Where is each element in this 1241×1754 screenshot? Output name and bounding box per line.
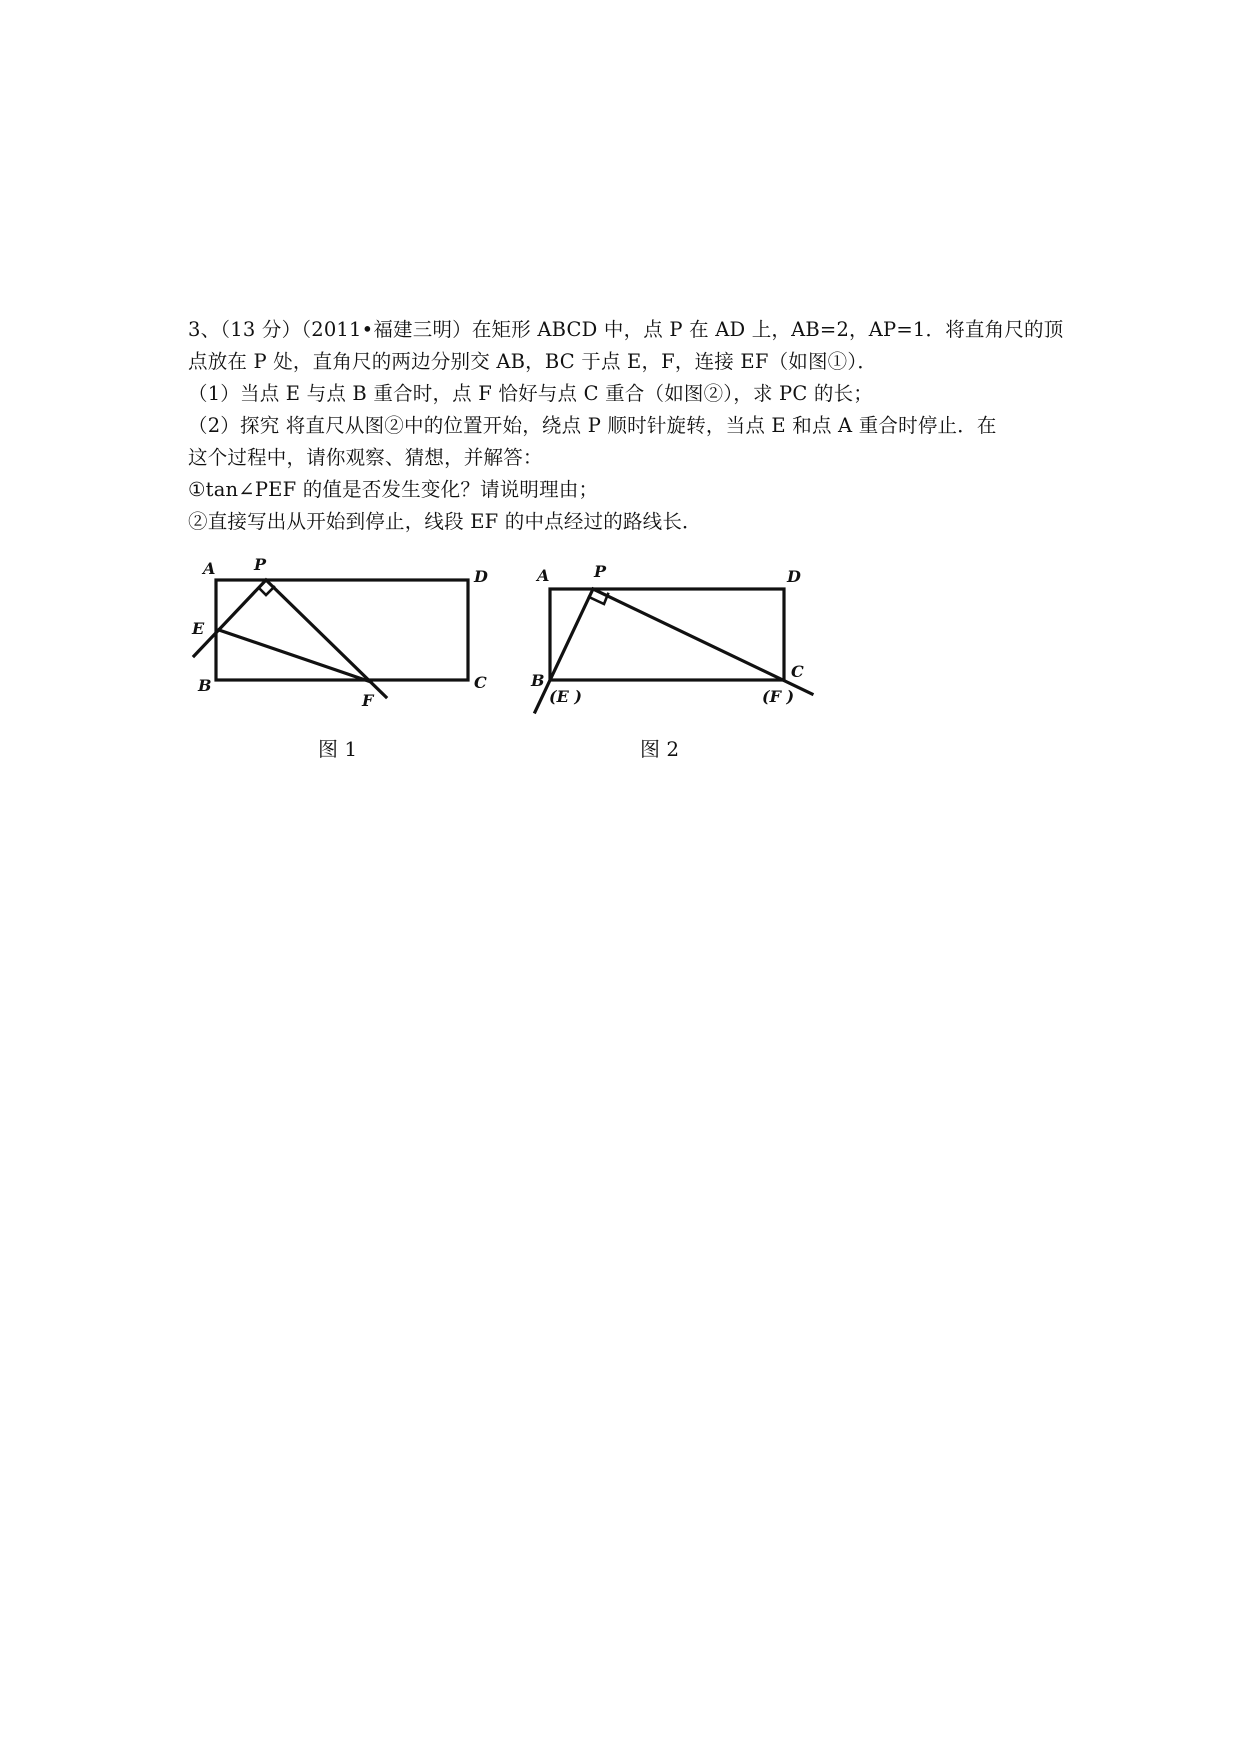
label-b: B [531, 671, 545, 690]
label-f: F [362, 691, 374, 710]
problem-part-1: （1）当点 E 与点 B 重合时，点 F 恰好与点 C 重合（如图②），求 PC 的长； [188, 382, 873, 405]
ruler-side-pf [593, 589, 812, 694]
problem-question-1: ①tan∠PEF 的值是否发生变化？请说明理由； [188, 478, 599, 501]
problem-line-1: 3、（13 分）（2011•福建三明）在矩形 ABCD 中，点 P 在 AD 上，AB=2，AP=1．将直角尺的顶 [188, 318, 1064, 341]
label-c: C [474, 673, 487, 692]
label-c: C [791, 662, 804, 681]
label-b: B [198, 676, 212, 695]
figure-1 [194, 580, 468, 697]
problem-line-2: 点放在 P 处，直角尺的两边分别交 AB，BC 于点 E，F，连接 EF（如图①）． [188, 350, 878, 373]
problem-part-2-cont: 这个过程中，请你观察、猜想，并解答： [188, 446, 543, 469]
right-angle-mark [259, 587, 274, 595]
label-p: P [254, 555, 267, 574]
problem-question-2: ②直接写出从开始到停止，线段 EF 的中点经过的路线长． [188, 510, 702, 533]
label-e: E [192, 619, 205, 638]
figure-2-labels [530, 562, 804, 761]
label-p: P [594, 562, 607, 581]
caption-figure-2: 图 2 [640, 737, 680, 761]
segment-ef [219, 630, 371, 682]
label-f: (F ) [762, 687, 795, 706]
label-a: A [203, 559, 216, 578]
label-e: (E ) [549, 687, 582, 706]
figure-1-labels [191, 555, 488, 761]
problem-part-2: （2）探究 将直尺从图②中的位置开始，绕点 P 顺时针旋转，当点 E 和点 A 重合时停止．在 [188, 414, 997, 437]
label-d: D [787, 567, 801, 586]
caption-figure-1: 图 1 [318, 737, 358, 761]
label-a: A [537, 566, 550, 585]
ruler-side-pe [194, 580, 266, 656]
label-d: D [474, 567, 488, 586]
